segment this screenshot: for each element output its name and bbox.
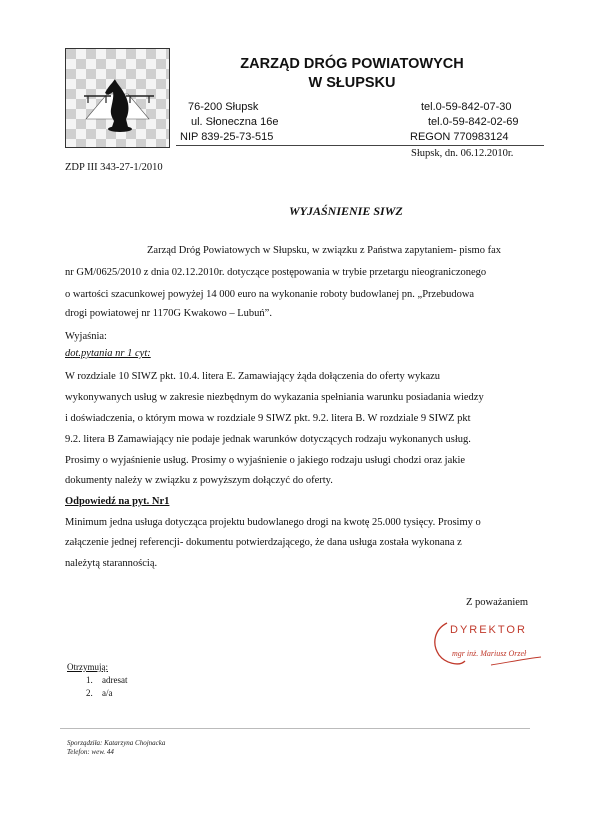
question-label: dot.pytania nr 1 cyt: — [65, 348, 151, 359]
place-date: Słupsk, dn. 06.12.2010r. — [411, 148, 514, 159]
intro-line-4: drogi powiatowej nr 1170G Kwakowo – Lubuń”. — [65, 308, 272, 319]
footer-divider — [60, 728, 530, 729]
chess-knight-logo-icon — [66, 49, 169, 147]
organization-logo — [65, 48, 170, 148]
recipient-1-number: 1. — [86, 675, 93, 685]
phone-number-2: tel.0-59-842-02-69 — [428, 116, 519, 128]
intro-line-2: nr GM/0625/2010 z dnia 02.12.2010r. dotyczące postępowania w trybie przetargu nieograniczonego — [65, 267, 487, 278]
stamp-signature: mgr inż. Mariusz Orzeł — [452, 649, 527, 658]
intro-line-1: Zarząd Dróg Powiatowych w Słupsku, w związku z Państwa zapytaniem- pismo fax — [147, 245, 501, 256]
regon-number: REGON 770983124 — [410, 131, 509, 143]
answer-label: Odpowiedź na pyt. Nr1 — [65, 496, 170, 507]
question-line-3: i doświadczenia, o którym mowa w rozdziale 9 SIWZ pkt. 9.2. litera B. W rozdziale 9 SIWZ pkt — [65, 413, 471, 424]
recipient-2-name: a/a — [102, 688, 113, 698]
address-street: ul. Słoneczna 16e — [191, 116, 279, 128]
phone-number-1: tel.0-59-842-07-30 — [421, 101, 512, 113]
recipients-label: Otrzymują: — [67, 662, 108, 672]
closing-salutation: Z poważaniem — [466, 597, 529, 608]
answer-line-1: Minimum jedna usługa dotycząca projektu budowlanego drogi na kwotę 25.000 tysięcy. Prosimy o — [65, 517, 481, 528]
nip-number: NIP 839-25-73-515 — [180, 131, 274, 143]
header-divider — [176, 145, 544, 146]
intro-line-3: o wartości szacunkowej powyżej 14 000 euro na wykonanie roboty budowlanej pn. „Przebudowa — [65, 289, 475, 300]
preparer-phone: Telefon: wew. 44 — [67, 748, 114, 756]
answer-line-3: należytą starannością. — [65, 558, 158, 569]
organization-name-line2: W SŁUPSKU — [308, 75, 396, 91]
recipient-2-number: 2. — [86, 688, 93, 698]
letter-subject: WYJAŚNIENIE SIWZ — [289, 204, 403, 218]
prepared-by: Sporządziła: Katarzyna Chojnacka — [67, 739, 166, 747]
explanation-label: Wyjaśnia: — [65, 331, 107, 342]
recipient-1-name: adresat — [102, 675, 128, 685]
question-line-1: W rozdziale 10 SIWZ pkt. 10.4. litera E. Zamawiający żąda dołączenia do oferty wykazu — [65, 371, 441, 382]
address-city: 76-200 Słupsk — [188, 101, 259, 113]
question-line-4: 9.2. litera B Zamawiający nie podaje jednak warunków dotyczących rodzaju wykonanych usług. — [65, 434, 471, 445]
answer-line-2: załączenie jednej referencji- dokumentu potwierdzającego, że dana usługa została wykonana z — [65, 537, 462, 548]
question-line-5: Prosimy o wyjaśnienie usług. Prosimy o wyjaśnienie o jakiego rodzaju usługi chodzi oraz jakie — [65, 455, 466, 466]
organization-name-line1: ZARZĄD DRÓG POWIATOWYCH — [240, 56, 464, 72]
question-line-2: wykonywanych usług w zakresie niezbędnym do wykazania spełniania warunku posiadania wiedzy — [65, 392, 484, 403]
question-line-6: dokumenty należy w związku z powyższym dołączyć do oferty. — [65, 475, 333, 486]
reference-number: ZDP III 343-27-1/2010 — [65, 162, 163, 173]
stamp-title: DYREKTOR — [450, 624, 527, 636]
